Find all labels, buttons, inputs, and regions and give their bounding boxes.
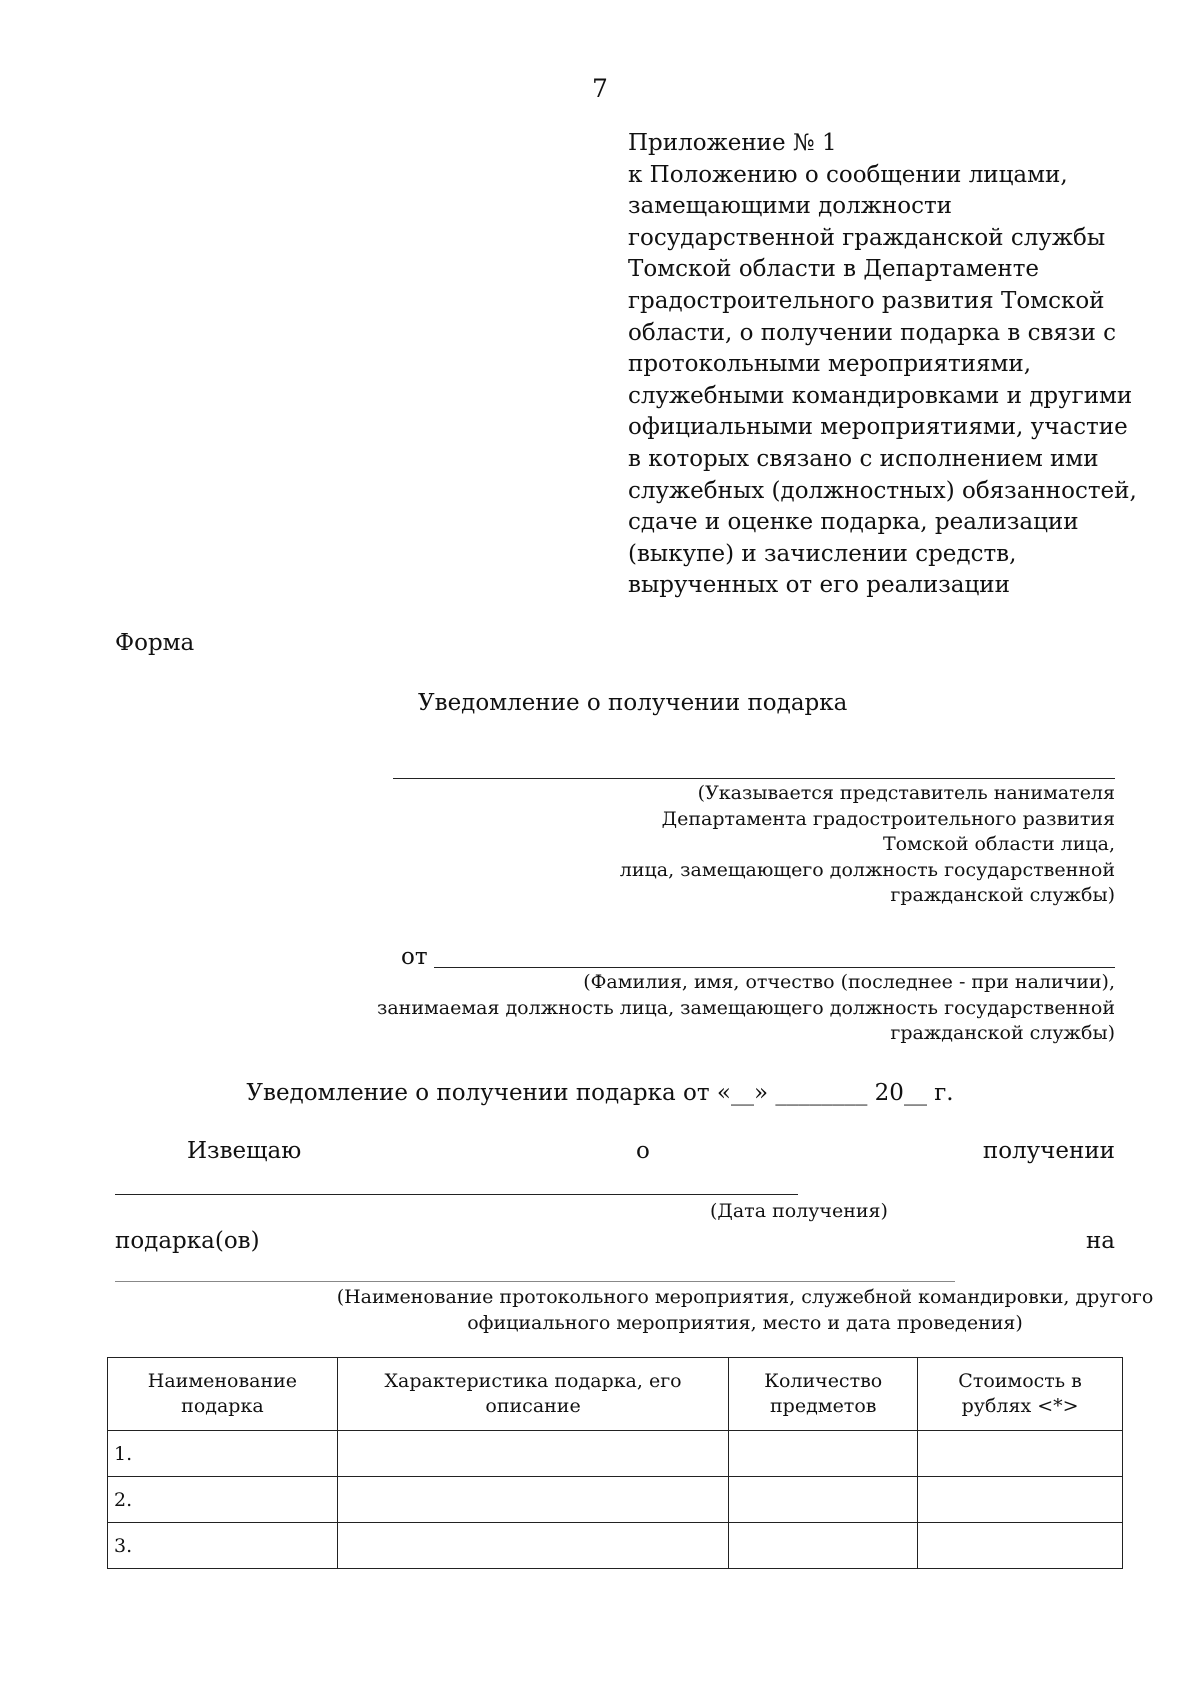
table-cell[interactable] <box>337 1523 728 1569</box>
gifts-table <box>107 1357 1123 1569</box>
appendix-line: служебными командировками и другими <box>628 382 1133 409</box>
header-quantity: Количество предметов <box>729 1358 918 1431</box>
appendix-line: градостроительного развития Томской <box>628 287 1105 314</box>
caption-line: Департамента градостроительного развития <box>661 807 1115 830</box>
table-cell[interactable]: 1. <box>108 1431 338 1477</box>
table-header-row <box>108 1358 1123 1431</box>
table-row <box>108 1523 1123 1569</box>
date-caption: (Дата получения) <box>710 1200 888 1222</box>
caption-line: гражданской службы) <box>890 1022 1115 1044</box>
appendix-line: (выкупе) и зачислении средств, <box>628 540 1017 567</box>
table-cell[interactable] <box>918 1523 1123 1569</box>
caption-line: официального мероприятия, место и дата проведения) <box>467 1311 1023 1334</box>
header-gift-name: Наименование подарка <box>108 1358 338 1431</box>
appendix-line: служебных (должностных) обязанностей, <box>628 477 1137 504</box>
event-field-line[interactable] <box>115 1281 955 1282</box>
header-gift-description: Характеристика подарка, его описание <box>337 1358 728 1431</box>
caption-line: гражданской службы) <box>890 884 1115 906</box>
inform-word: о <box>636 1138 650 1164</box>
appendix-line: вырученных от его реализации <box>628 572 1010 599</box>
inform-word: получении <box>982 1138 1115 1164</box>
caption-line: Томской области лица, <box>883 833 1115 855</box>
appendix-line: к Положению о сообщении лицами, <box>628 161 1068 188</box>
table-cell[interactable] <box>729 1477 918 1523</box>
table-cell[interactable] <box>729 1431 918 1477</box>
appendix-header <box>628 128 1148 602</box>
table-cell[interactable]: 2. <box>108 1477 338 1523</box>
appendix-line: официальными мероприятиями, участие <box>628 414 1128 441</box>
recipient-field-line[interactable] <box>393 778 1115 779</box>
appendix-line: замещающими должности <box>628 193 953 220</box>
event-caption <box>330 1285 1160 1336</box>
caption-line: (Наименование протокольного мероприятия, служебной командировки, другого <box>336 1286 1154 1308</box>
document-title: Уведомление о получении подарка <box>418 690 848 716</box>
receipt-date-line[interactable] <box>115 1194 798 1195</box>
inform-word: Извещаю <box>187 1138 302 1164</box>
table-row <box>108 1431 1123 1477</box>
table-cell[interactable] <box>337 1477 728 1523</box>
table-cell[interactable] <box>918 1431 1123 1477</box>
gifts-label: подарка(ов) <box>115 1228 260 1254</box>
table-cell[interactable]: 3. <box>108 1523 338 1569</box>
page-number: 7 <box>592 74 608 103</box>
on-label: на <box>1085 1228 1115 1254</box>
sender-field-line[interactable] <box>434 967 1115 968</box>
appendix-line: государственной гражданской службы <box>628 224 1106 251</box>
from-label: от <box>401 944 428 970</box>
appendix-line: в которых связано с исполнением ими <box>628 445 1099 472</box>
caption-line: лица, замещающего должность государственной <box>619 858 1115 881</box>
header-cost: Стоимость в рублях <*> <box>918 1358 1123 1431</box>
caption-line: занимаемая должность лица, замещающего должность государственной <box>376 996 1115 1019</box>
table-cell[interactable] <box>918 1477 1123 1523</box>
form-label: Форма <box>115 630 195 656</box>
recipient-caption <box>620 781 1115 909</box>
appendix-line: области, о получении подарка в связи с <box>628 319 1117 346</box>
table-row <box>108 1477 1123 1523</box>
caption-line: (Фамилия, имя, отчество (последнее - при наличии), <box>583 971 1115 993</box>
notice-date-line: Уведомление о получении подарка от «__» ________ 20__ г. <box>246 1080 954 1106</box>
appendix-line: Приложение № 1 <box>628 130 837 156</box>
table-cell[interactable] <box>337 1431 728 1477</box>
appendix-line: сдаче и оценке подарка, реализации <box>628 509 1079 536</box>
table-cell[interactable] <box>729 1523 918 1569</box>
caption-line: (Указывается представитель нанимателя <box>697 782 1115 804</box>
appendix-line: протокольными мероприятиями, <box>628 351 1032 378</box>
sender-caption <box>377 970 1115 1047</box>
appendix-line: Томской области в Департаменте <box>628 256 1040 283</box>
